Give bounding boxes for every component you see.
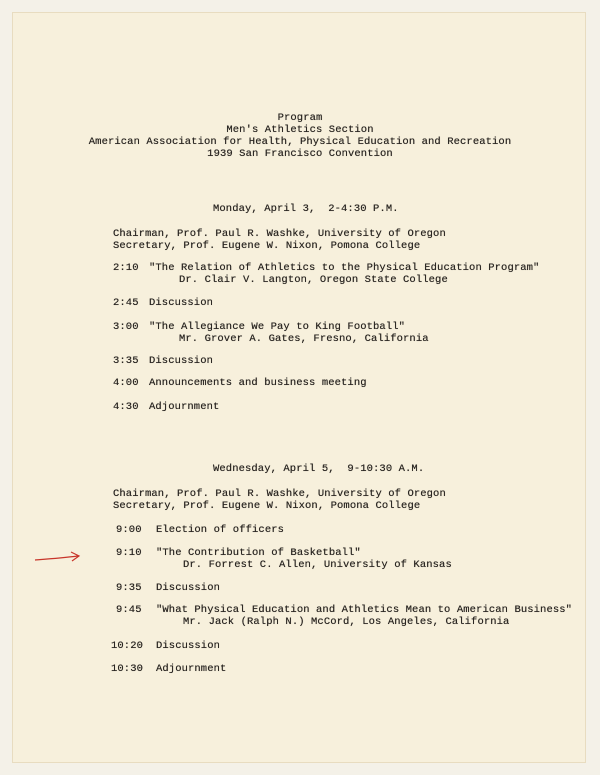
s2-item-speaker: Dr. Forrest C. Allen, University of Kansas [183, 559, 452, 571]
session1-heading: Monday, April 3, 2-4:30 P.M. [213, 203, 399, 215]
association-name: American Association for Health, Physical Education and Recreation [88, 136, 512, 148]
s1-item-speaker: Mr. Grover A. Gates, Fresno, California [179, 333, 429, 345]
s2-item-title: "What Physical Education and Athletics Mean to American Business" [156, 604, 573, 616]
s2-item-speaker: Mr. Jack (Ralph N.) McCord, Los Angeles, California [183, 616, 510, 628]
session1-secretary: Secretary, Prof. Eugene W. Nixon, Pomona College [113, 240, 421, 252]
s1-item-time: 4:30 [113, 401, 139, 413]
s1-item-time: 3:00 [113, 321, 139, 333]
s1-item-title: Adjournment [149, 401, 220, 413]
s2-item-time: 9:35 [116, 582, 142, 594]
s1-item-title: Discussion [149, 355, 214, 367]
doc-title: Program [277, 112, 323, 124]
session2-secretary: Secretary, Prof. Eugene W. Nixon, Pomona College [113, 500, 421, 512]
s1-item-time: 3:35 [113, 355, 139, 367]
s1-item-time: 2:10 [113, 262, 139, 274]
session1-chairman: Chairman, Prof. Paul R. Washke, University of Oregon [113, 228, 446, 240]
s2-item-time: 9:45 [116, 604, 142, 616]
session2-chairman: Chairman, Prof. Paul R. Washke, University of Oregon [113, 488, 446, 500]
s1-item-time: 2:45 [113, 297, 139, 309]
s2-item-title: Discussion [156, 582, 221, 594]
s1-item-speaker: Dr. Clair V. Langton, Oregon State College [179, 274, 448, 286]
session2-heading: Wednesday, April 5, 9-10:30 A.M. [213, 463, 425, 475]
s2-item-title: Discussion [156, 640, 221, 652]
s2-item-title: "The Contribution of Basketball" [156, 547, 361, 559]
s1-item-time: 4:00 [113, 377, 139, 389]
s1-item-title: "The Relation of Athletics to the Physical Education Program" [149, 262, 540, 274]
s2-item-time: 10:20 [111, 640, 144, 652]
s1-item-title: "The Allegiance We Pay to King Football" [149, 321, 406, 333]
arrow-right-icon [34, 551, 82, 565]
convention-name: 1939 San Francisco Convention [207, 148, 393, 160]
s1-item-title: Discussion [149, 297, 214, 309]
s2-item-title: Adjournment [156, 663, 227, 675]
s2-item-time: 10:30 [111, 663, 144, 675]
s2-item-title: Election of officers [156, 524, 285, 536]
s2-item-time: 9:10 [116, 547, 142, 559]
section-name: Men's Athletics Section [226, 124, 374, 136]
s2-item-time: 9:00 [116, 524, 142, 536]
s1-item-title: Announcements and business meeting [149, 377, 367, 389]
